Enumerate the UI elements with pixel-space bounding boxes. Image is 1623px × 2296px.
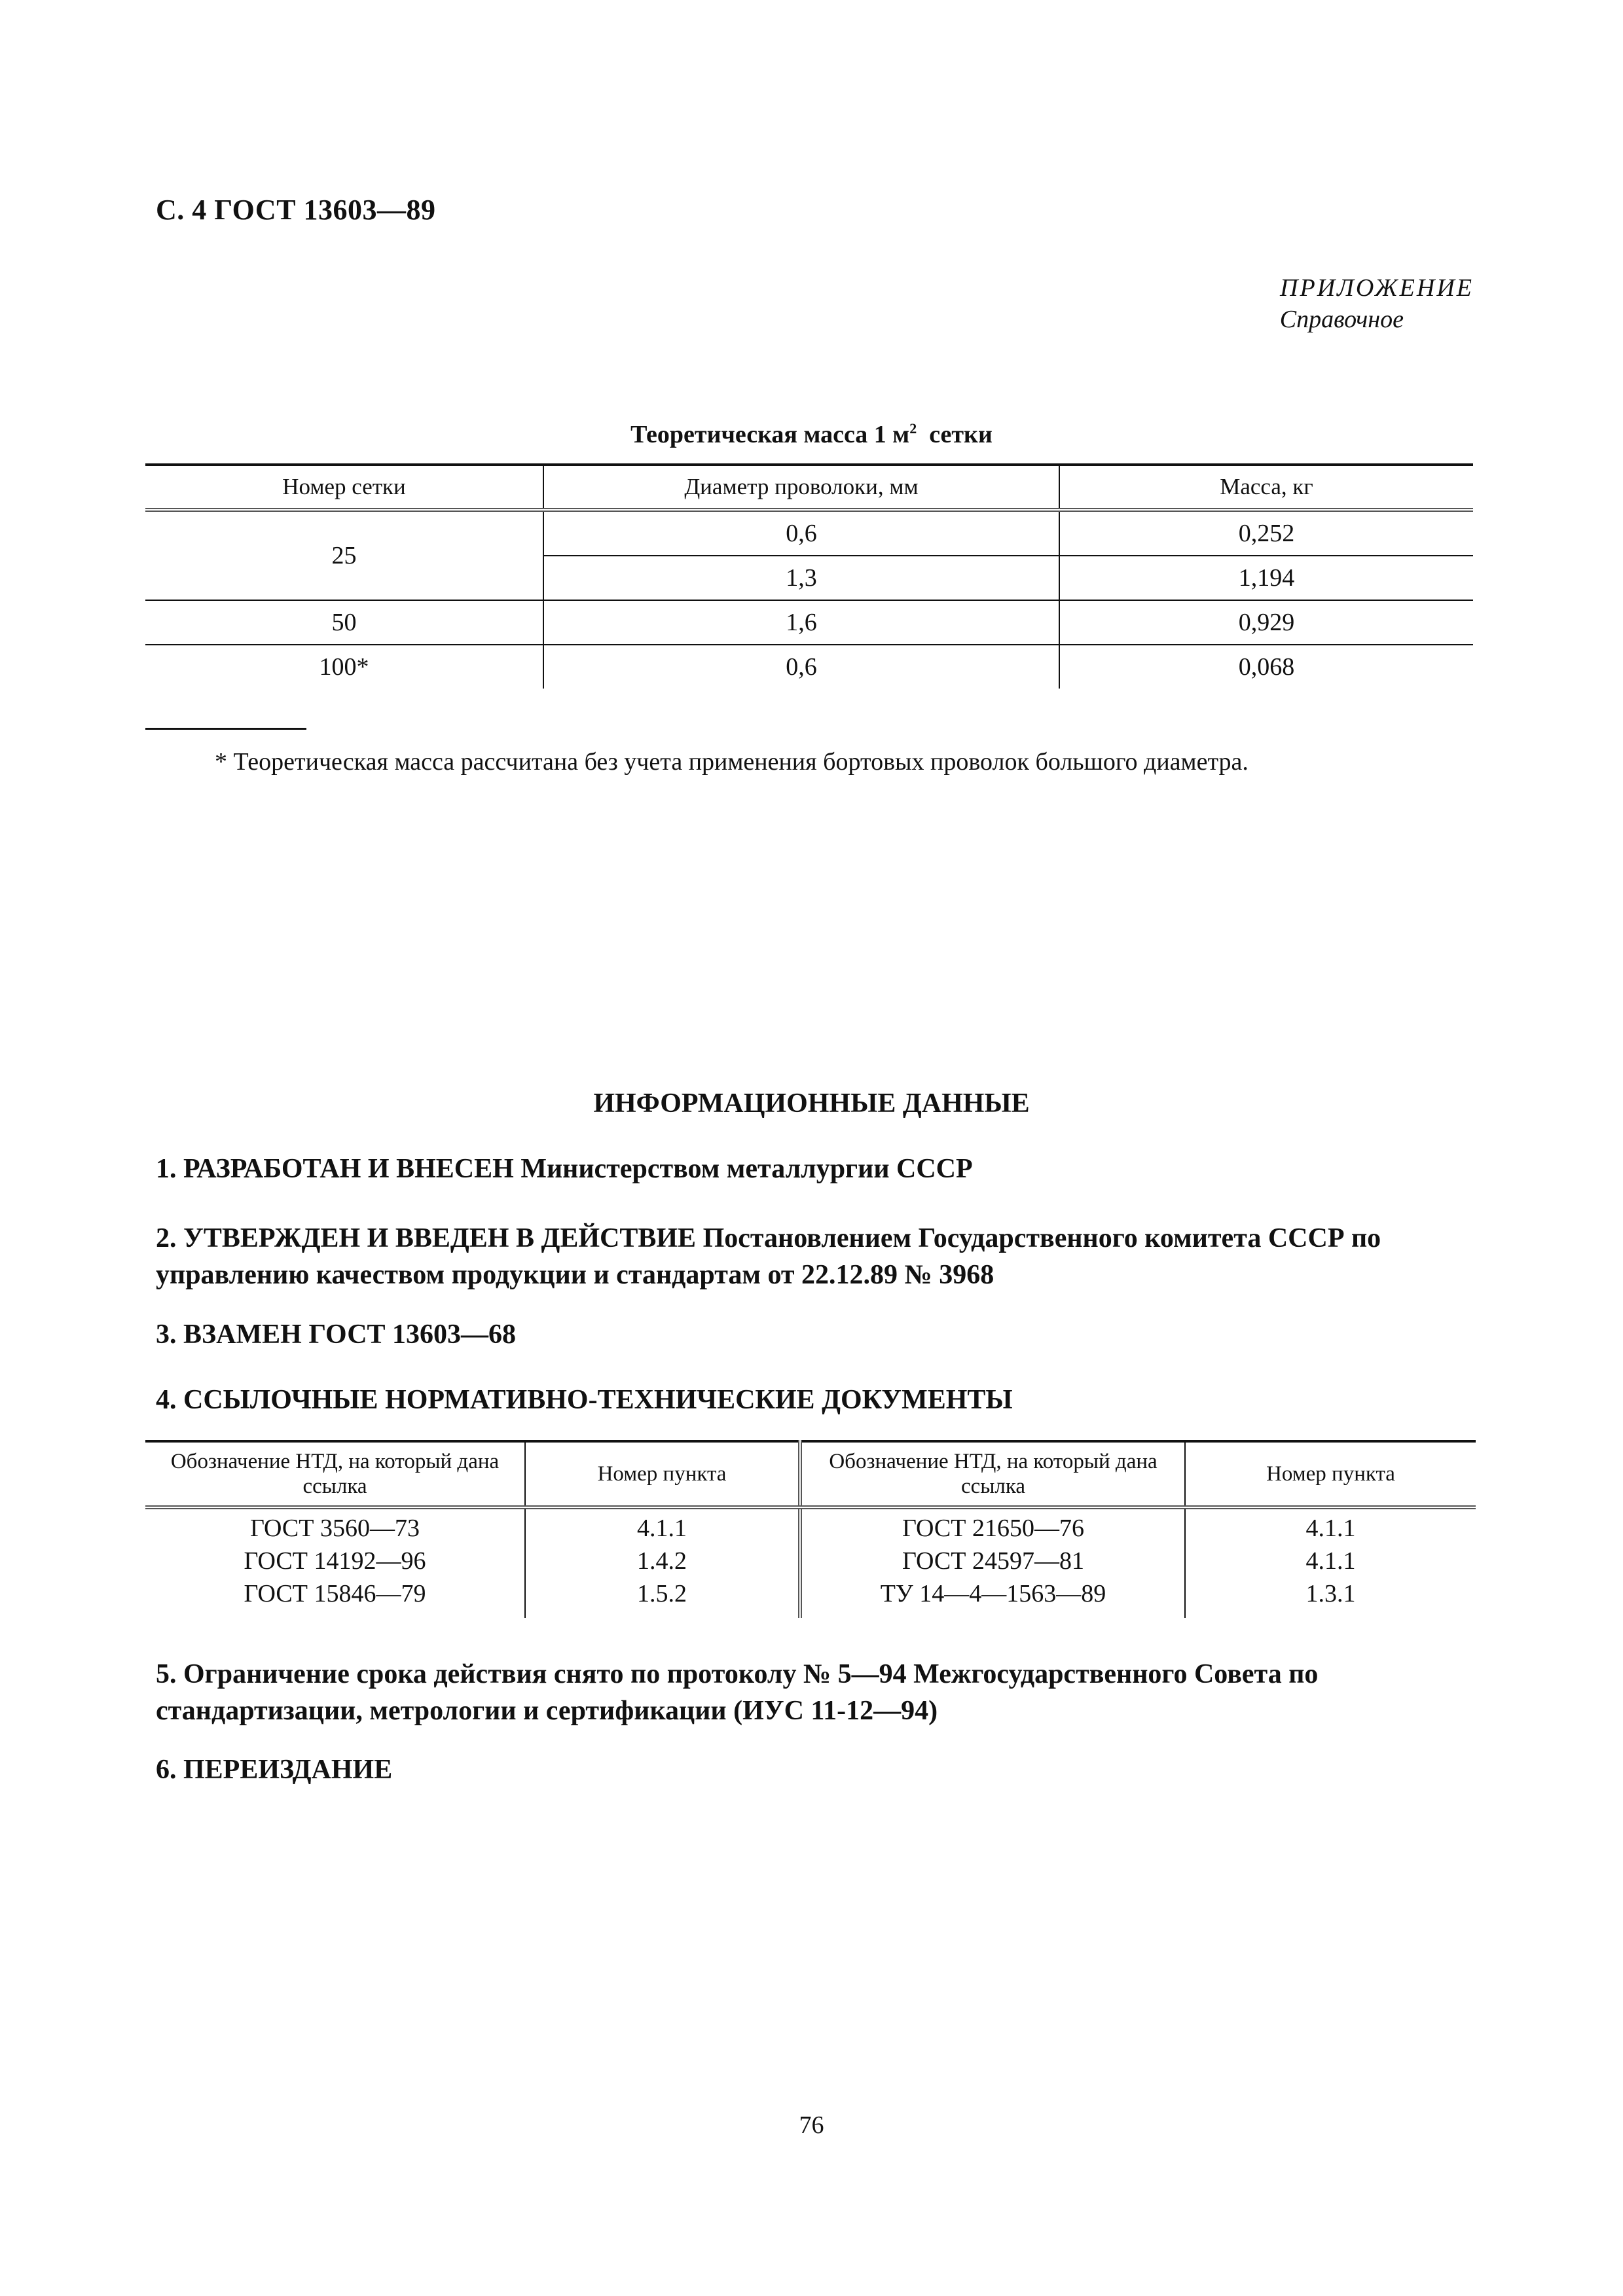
mass-table-title-superscript: 2 (909, 420, 917, 437)
column-header: Масса, кг (1059, 465, 1473, 510)
item-number: 6. (156, 1755, 177, 1785)
mass-cell: 0,252 (1059, 510, 1473, 556)
ntd-designation-cell: ГОСТ 24597—81 (800, 1546, 1185, 1579)
info-item-1 (156, 1153, 973, 1185)
mass-table-title-suffix: сетки (929, 421, 993, 448)
footnote-divider (145, 728, 306, 730)
ntd-table-header-row (145, 1441, 1476, 1507)
table-row (145, 1507, 1476, 1546)
clause-number-cell: 4.1.1 (1185, 1507, 1476, 1546)
ntd-designation-cell: ТУ 14—4—1563—89 (800, 1579, 1185, 1618)
item-keyword: ВЗАМЕН ГОСТ 13603—68 (183, 1319, 517, 1350)
footnote: * Теоретическая масса рассчитана без учета применения бортовых проволок большого диаметра. (215, 748, 1249, 776)
table-row (145, 645, 1473, 689)
diameter-cell: 0,6 (543, 645, 1059, 689)
info-heading: ИНФОРМАЦИОННЫЕ ДАННЫЕ (593, 1088, 1030, 1119)
diameter-cell: 1,6 (543, 600, 1059, 645)
info-item-2 (156, 1220, 1476, 1293)
clause-number-cell: 1.4.2 (525, 1546, 800, 1579)
info-item-4 (156, 1384, 1013, 1416)
item-text: Министерством металлургии СССР (520, 1154, 973, 1184)
mass-cell: 0,068 (1059, 645, 1473, 689)
clause-number-cell: 1.5.2 (525, 1579, 800, 1618)
clause-number-cell: 4.1.1 (1185, 1546, 1476, 1579)
item-keyword: ССЫЛОЧНЫЕ НОРМАТИВНО-ТЕХНИЧЕСКИЕ ДОКУМЕНТЫ (183, 1385, 1013, 1415)
table-row (145, 600, 1473, 645)
item-keyword: УТВЕРЖДЕН И ВВЕДЕН В ДЕЙСТВИЕ (183, 1223, 697, 1253)
column-header: Обозначение НТД, на который дана ссылка (145, 1441, 525, 1507)
clause-number-cell: 4.1.1 (525, 1507, 800, 1546)
item-number: 2. (156, 1223, 177, 1253)
mass-cell: 0,929 (1059, 600, 1473, 645)
mass-cell: 1,194 (1059, 556, 1473, 600)
item-number: 1. (156, 1154, 177, 1184)
info-item-5 (156, 1656, 1476, 1729)
item-text: Постановлением Государственного комитета СССР по управлению качеством продукции и стандартам от 22.12.89 № 3968 (156, 1223, 1381, 1290)
ntd-reference-table (145, 1440, 1476, 1618)
item-text: Ограничение срока действия снято по протоколу № 5—94 Межгосударственного Совета по стандартизации, метрологии и сертификации (ИУС 11-12—94) (156, 1659, 1319, 1726)
appendix-title: ПРИЛОЖЕНИЕ (1280, 274, 1474, 302)
diameter-cell: 1,3 (543, 556, 1059, 600)
page-number: 76 (799, 2111, 824, 2139)
column-header: Номер сетки (145, 465, 543, 510)
item-number: 4. (156, 1385, 177, 1415)
ntd-designation-cell: ГОСТ 3560—73 (250, 1515, 420, 1542)
item-keyword: РАЗРАБОТАН И ВНЕСЕН (183, 1154, 514, 1184)
mass-table (145, 463, 1473, 689)
ntd-designation-cell: ГОСТ 21650—76 (800, 1507, 1185, 1546)
table-row (145, 1546, 1476, 1579)
table-row (145, 1579, 1476, 1618)
info-item-3 (156, 1319, 516, 1350)
item-keyword: ПЕРЕИЗДАНИЕ (183, 1755, 393, 1785)
ntd-designation-cell: ГОСТ 15846—79 (244, 1580, 426, 1607)
column-header: Обозначение НТД, на который дана ссылка (800, 1441, 1185, 1507)
item-number: 3. (156, 1319, 177, 1350)
mass-table-title (0, 420, 1623, 449)
item-number: 5. (156, 1659, 177, 1689)
mesh-number-cell: 50 (145, 600, 543, 645)
table-row (145, 510, 1473, 556)
appendix-subtitle: Справочное (1279, 306, 1404, 333)
info-item-6 (156, 1754, 392, 1785)
diameter-cell: 0,6 (543, 510, 1059, 556)
column-header: Номер пункта (1185, 1441, 1476, 1507)
column-header: Диаметр проволоки, мм (543, 465, 1059, 510)
mass-table-header-row (145, 465, 1473, 510)
page-header: С. 4 ГОСТ 13603—89 (156, 194, 436, 226)
mesh-number-cell: 100* (319, 653, 369, 681)
ntd-designation-cell: ГОСТ 14192—96 (244, 1547, 426, 1575)
column-header: Номер пункта (525, 1441, 800, 1507)
mesh-number-cell: 25 (145, 510, 543, 600)
mass-table-title-prefix: Теоретическая масса 1 м (630, 421, 910, 448)
clause-number-cell: 1.3.1 (1185, 1579, 1476, 1618)
